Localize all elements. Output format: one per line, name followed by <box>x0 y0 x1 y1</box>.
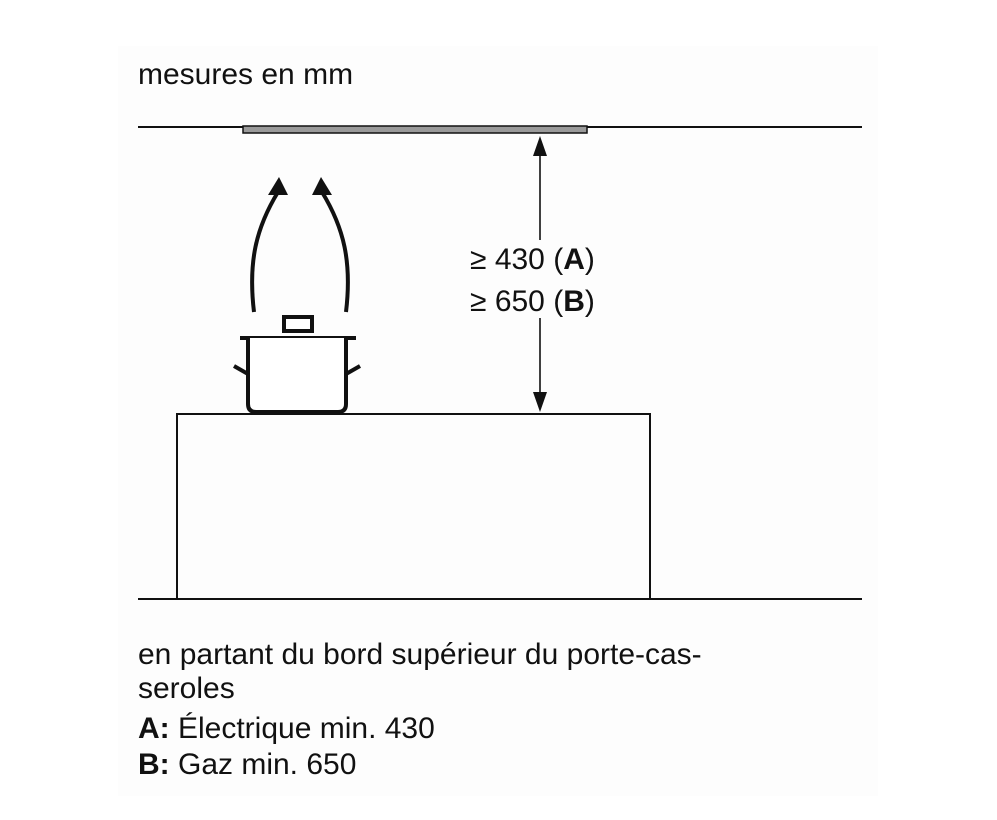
dimension-value-a: 430 <box>494 243 545 276</box>
hood-icon <box>243 126 587 133</box>
dimension-label-b: ≥ 650 (B) <box>470 285 595 318</box>
pot-icon <box>234 317 360 412</box>
note-line-1: en partant du bord supérieur du porte-cas- <box>138 638 702 671</box>
note-line-2: seroles <box>138 672 235 705</box>
gte-symbol: ≥ <box>470 285 487 318</box>
dimension-value-b: 650 <box>494 285 545 318</box>
legend-key-a: A: <box>138 712 170 745</box>
dimension-tag-b: B <box>563 285 585 318</box>
steam-arrow-icon <box>252 177 348 312</box>
legend-text-a: Électrique min. 430 <box>169 712 435 745</box>
units-label: mesures en mm <box>138 58 354 91</box>
dimension-label-a: ≥ 430 (A) <box>470 243 595 276</box>
legend-text-b: Gaz min. 650 <box>169 748 357 781</box>
legend-item-a <box>138 712 435 746</box>
legend-key-b: B: <box>138 748 170 781</box>
legend-item-b <box>138 748 356 782</box>
cabinet-box <box>177 414 650 599</box>
gte-symbol: ≥ <box>470 243 487 276</box>
dimension-tag-a: A <box>563 243 585 276</box>
